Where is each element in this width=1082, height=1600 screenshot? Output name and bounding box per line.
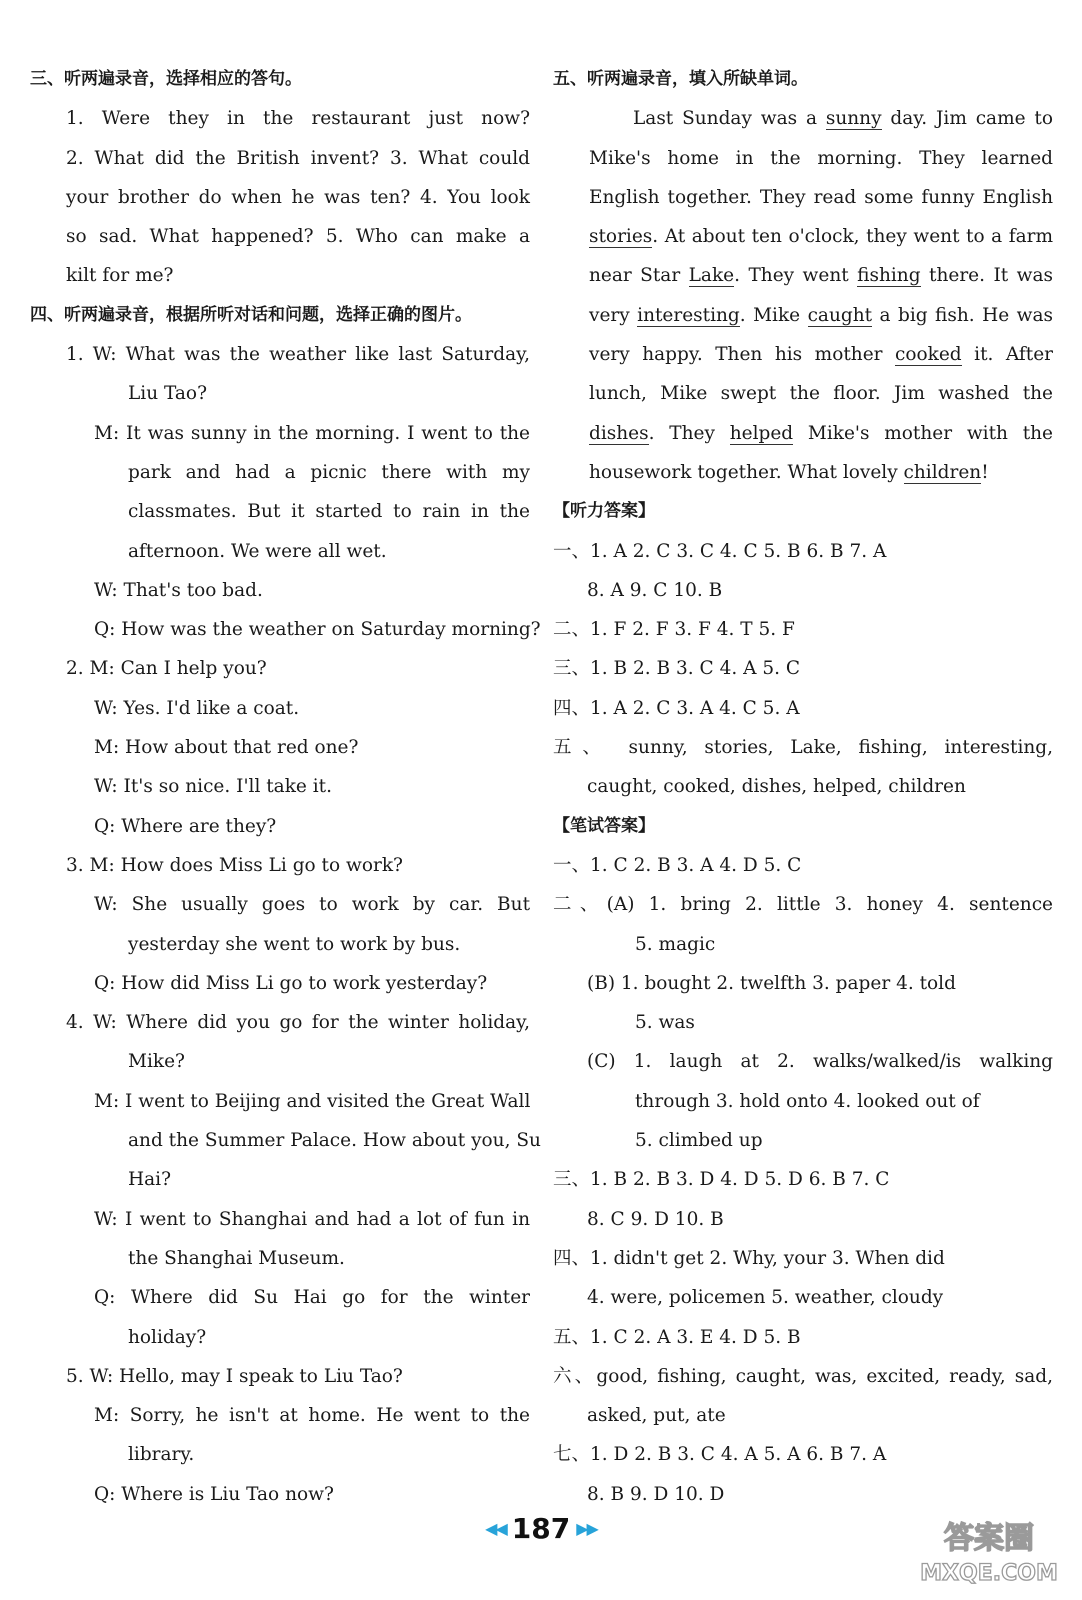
text-line: library. (128, 1444, 195, 1466)
passage-line (553, 296, 1053, 335)
passage-text: day. Jim came to (881, 108, 1053, 130)
text-line: 5. climbed up (635, 1130, 763, 1152)
text-line: Hai? (128, 1169, 171, 1191)
passage-line (553, 178, 1053, 217)
text-line: Q: Where are they? (94, 815, 277, 837)
text-line: asked, put, ate (587, 1405, 726, 1427)
passage-line (553, 414, 1053, 453)
text-line: Q: How was the weather on Saturday morning? (94, 619, 541, 641)
text-line: W: That's too bad. (94, 579, 263, 601)
text-line: holiday? (128, 1326, 207, 1348)
left-column (30, 60, 541, 1514)
text-line: Mike? (128, 1051, 185, 1073)
filled-blank: cooked (895, 344, 962, 366)
passage-text: . They went (734, 265, 858, 287)
text-line: caught, cooked, dishes, helped, children (587, 776, 966, 798)
text-line: 1. Were they in the restaurant just now? (66, 108, 530, 130)
text-line: Liu Tao? (128, 383, 207, 405)
section-heading: 【听力答案】 (553, 501, 655, 522)
text-line: 五、1. C 2. A 3. E 4. D 5. B (553, 1326, 801, 1348)
text-line: M: It was sunny in the morning. I went to the (94, 422, 530, 444)
passage-text: Mike's home in the morning. They learned (589, 147, 1053, 169)
text-line: W: It's so nice. I'll take it. (94, 776, 332, 798)
filled-blank: children (903, 461, 982, 483)
text-line: W: Yes. I'd like a coat. (94, 697, 300, 719)
passage-line (553, 256, 1053, 295)
text-line: (B) 1. bought 2. twelfth 3. paper 4. told (587, 972, 956, 994)
text-line: 四、1. didn't get 2. Why, your 3. When did (553, 1247, 945, 1269)
text-line: Q: Where is Liu Tao now? (94, 1483, 334, 1505)
text-line: 三、1. B 2. B 3. C 4. A 5. C (553, 658, 801, 680)
text-line: yesterday she went to work by bus. (128, 933, 461, 955)
answer-key (553, 492, 1053, 1514)
cloze-passage (553, 99, 1053, 492)
watermark-logo (914, 1512, 1064, 1586)
passage-text: English together. They read some funny English (589, 186, 1053, 208)
passage-text: . At about ten o'clock, they went to a farm (652, 226, 1053, 248)
watermark-title: 答案圈 (944, 1521, 1034, 1556)
right-column (553, 60, 1053, 1514)
watermark-url: MXQE.COM (920, 1561, 1058, 1586)
filled-blank: fishing (857, 265, 921, 287)
text-line: the Shanghai Museum. (128, 1247, 345, 1269)
text-line: M: How about that red one? (94, 737, 359, 759)
text-line: 3. M: How does Miss Li go to work? (66, 854, 403, 876)
text-line: 三、1. B 2. B 3. D 4. D 5. D 6. B 7. C (553, 1169, 890, 1191)
filled-blank: interesting (637, 304, 740, 326)
section-heading: 三、听两遍录音，选择相应的答句。 (30, 69, 302, 89)
text-line: 5. was (635, 1012, 695, 1034)
section-heading: 四、听两遍录音，根据所听对话和问题，选择正确的图片。 (30, 304, 472, 325)
passage-line (553, 217, 1053, 256)
text-line: 5. magic (635, 933, 716, 955)
text-line: 四、1. A 2. C 3. A 4. C 5. A (553, 697, 800, 719)
passage-line (553, 374, 1053, 413)
filled-blank: sunny (825, 108, 882, 130)
text-line: 二、(A) 1. bring 2. little 3. honey 4. sentence (553, 894, 1053, 916)
passage-text: very happy. Then his mother (589, 344, 895, 366)
text-line: 5. W: Hello, may I speak to Liu Tao? (66, 1365, 403, 1387)
text-line: park and had a picnic there with my (128, 461, 530, 483)
text-line: 8. A 9. C 10. B (587, 579, 723, 601)
text-line: 一、1. A 2. C 3. C 4. C 5. B 6. B 7. A (553, 540, 887, 562)
text-line: 1. W: What was the weather like last Saturday, (66, 344, 530, 366)
section-heading: 五、听两遍录音，填入所缺单词。 (553, 69, 808, 89)
filled-blank: caught (807, 304, 873, 326)
text-line: M: I went to Beijing and visited the Great Wall (94, 1090, 531, 1112)
text-line: 8. B 9. D 10. D (587, 1483, 725, 1505)
text-line: and the Summer Palace. How about you, Su (128, 1130, 541, 1152)
filled-blank: helped (729, 422, 794, 444)
passage-text: it. After (961, 344, 1053, 366)
text-line: M: Sorry, he isn't at home. He went to the (94, 1405, 530, 1427)
text-line: afternoon. We were all wet. (128, 540, 387, 562)
text-line: 2. What did the British invent? 3. What could (66, 147, 530, 169)
passage-line (553, 335, 1053, 374)
passage-line (553, 99, 1053, 138)
passage-line (553, 139, 1053, 178)
text-line: W: She usually goes to work by car. But (94, 894, 530, 916)
text-line: Q: Where did Su Hai go for the winter (94, 1287, 530, 1309)
passage-text: Mike's mother with the (793, 422, 1054, 444)
passage-text: Last Sunday was a (633, 108, 826, 130)
text-line: 4. were, policemen 5. weather, cloudy (587, 1287, 944, 1309)
text-line: 一、1. C 2. B 3. A 4. D 5. C (553, 854, 802, 876)
section-heading: 【笔试答案】 (553, 815, 655, 836)
text-line: 二、1. F 2. F 3. F 4. T 5. F (553, 619, 795, 641)
right-arrows-icon: ▶▶ (576, 1519, 597, 1538)
text-line: 2. M: Can I help you? (66, 658, 267, 680)
page-number: 187 (511, 1512, 571, 1545)
text-line: 五、 sunny, stories, Lake, fishing, interesting, (553, 737, 1053, 759)
filled-blank: stories (589, 226, 653, 248)
text-line: through 3. hold onto 4. looked out of (635, 1090, 980, 1112)
passage-text: housework together. What lovely (589, 461, 904, 483)
passage-text: . They (648, 422, 730, 444)
text-line: 七、1. D 2. B 3. C 4. A 5. A 6. B 7. A (553, 1444, 887, 1466)
text-line: kilt for me? (66, 265, 174, 287)
filled-blank: Lake (688, 265, 735, 287)
text-line: classmates. But it started to rain in the (128, 501, 530, 523)
filled-blank: dishes (589, 422, 649, 444)
passage-text: . Mike (739, 304, 808, 326)
text-line: 8. C 9. D 10. B (587, 1208, 724, 1230)
passage-text: a big fish. He was (872, 304, 1053, 326)
passage-text: lunch, Mike swept the floor. Jim washed the (589, 383, 1053, 405)
text-line: Q: How did Miss Li go to work yesterday? (94, 972, 488, 994)
passage-text: there. It was (920, 265, 1054, 287)
text-line: 六、good, fishing, caught, was, excited, ready, sad, (553, 1365, 1053, 1387)
text-line: (C) 1. laugh at 2. walks/walked/is walking (587, 1051, 1053, 1073)
text-line: so sad. What happened? 5. Who can make a (66, 226, 530, 248)
passage-text: very (589, 304, 638, 326)
text-line: your brother do when he was ten? 4. You look (66, 186, 530, 208)
text-line: W: I went to Shanghai and had a lot of fun in (94, 1208, 530, 1230)
text-line: 4. W: Where did you go for the winter holiday, (66, 1012, 530, 1034)
passage-text: ! (981, 461, 989, 483)
left-arrows-icon: ◀◀ (485, 1519, 506, 1538)
passage-line (553, 453, 1053, 492)
passage-text: near Star (589, 265, 689, 287)
